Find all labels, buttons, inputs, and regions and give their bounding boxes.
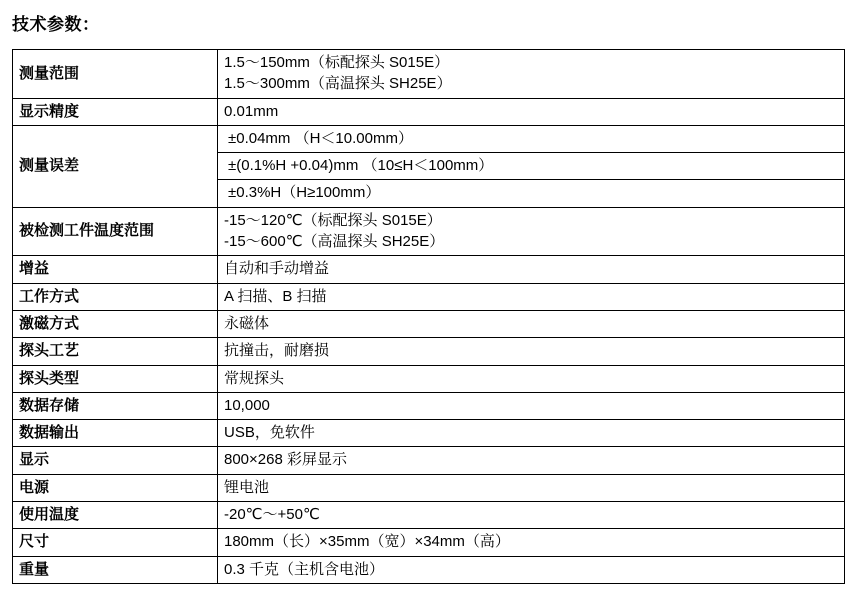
- row-label: 数据存储: [13, 392, 218, 419]
- row-label: 测量范围: [13, 50, 218, 99]
- error-subtable: [218, 126, 844, 207]
- table-row: [13, 447, 845, 474]
- row-label: 增益: [13, 256, 218, 283]
- row-value: [218, 125, 845, 207]
- row-label: 显示: [13, 447, 218, 474]
- value-line: 1.5～300mm（高温探头 SH25E）: [224, 75, 452, 93]
- row-label: 使用温度: [13, 502, 218, 529]
- value-line: -15～600℃（高温探头 SH25E）: [224, 233, 445, 251]
- row-label: 被检测工件温度范围: [13, 207, 218, 256]
- table-row: [13, 207, 845, 256]
- table-row: [13, 310, 845, 337]
- table-row: [13, 98, 845, 125]
- row-value: 10,000: [218, 392, 845, 419]
- row-value: -20℃～+50℃: [218, 502, 845, 529]
- row-value: 锂电池: [218, 474, 845, 501]
- table-row: [13, 256, 845, 283]
- subtable-row: [218, 153, 844, 180]
- value-line: ±0.3%H（H≥100mm）: [228, 184, 381, 202]
- value-line: ±(0.1%H +0.04)mm （10≤H＜100mm）: [218, 153, 844, 180]
- row-value: [218, 50, 845, 99]
- page-title: 技术参数：: [12, 15, 100, 34]
- row-value: 自动和手动增益: [218, 256, 845, 283]
- table-row: [13, 283, 845, 310]
- row-value: USB，免软件: [218, 420, 845, 447]
- specifications-table: [12, 49, 845, 584]
- row-value: A 扫描、B 扫描: [218, 283, 845, 310]
- table-row: [13, 338, 845, 365]
- row-value: [218, 207, 845, 256]
- table-row: [13, 502, 845, 529]
- subtable-row: [218, 180, 844, 207]
- row-label: 探头工艺: [13, 338, 218, 365]
- row-label: 工作方式: [13, 283, 218, 310]
- row-label: 激磁方式: [13, 310, 218, 337]
- row-label: 数据输出: [13, 420, 218, 447]
- value-line: ±0.04mm （H＜10.00mm）: [218, 126, 844, 153]
- value-line: -15～120℃（标配探头 S015E）: [224, 211, 442, 229]
- row-value: 常规探头: [218, 365, 845, 392]
- row-value: 永磁体: [218, 310, 845, 337]
- table-row: [13, 529, 845, 556]
- row-label: 测量误差: [13, 125, 218, 207]
- row-value: 0.3 千克（主机含电池）: [218, 556, 845, 583]
- specifications-table-body: [13, 50, 845, 584]
- row-value: 800×268 彩屏显示: [218, 447, 845, 474]
- table-row: [13, 556, 845, 583]
- table-row: [13, 420, 845, 447]
- row-value: 抗撞击，耐磨损: [218, 338, 845, 365]
- row-label: 重量: [13, 556, 218, 583]
- subtable-row: [218, 126, 844, 153]
- row-value: 0.01mm: [218, 98, 845, 125]
- table-row: [13, 365, 845, 392]
- row-label: 电源: [13, 474, 218, 501]
- row-label: 尺寸: [13, 529, 218, 556]
- row-label: 探头类型: [13, 365, 218, 392]
- table-row: [13, 125, 845, 207]
- row-label: 显示精度: [13, 98, 218, 125]
- value-line: 1.5～150mm（标配探头 S015E）: [224, 54, 450, 71]
- table-row: [13, 50, 845, 99]
- table-row: [13, 392, 845, 419]
- row-value: 180mm（长）×35mm（宽）×34mm（高）: [218, 529, 845, 556]
- table-row: [13, 474, 845, 501]
